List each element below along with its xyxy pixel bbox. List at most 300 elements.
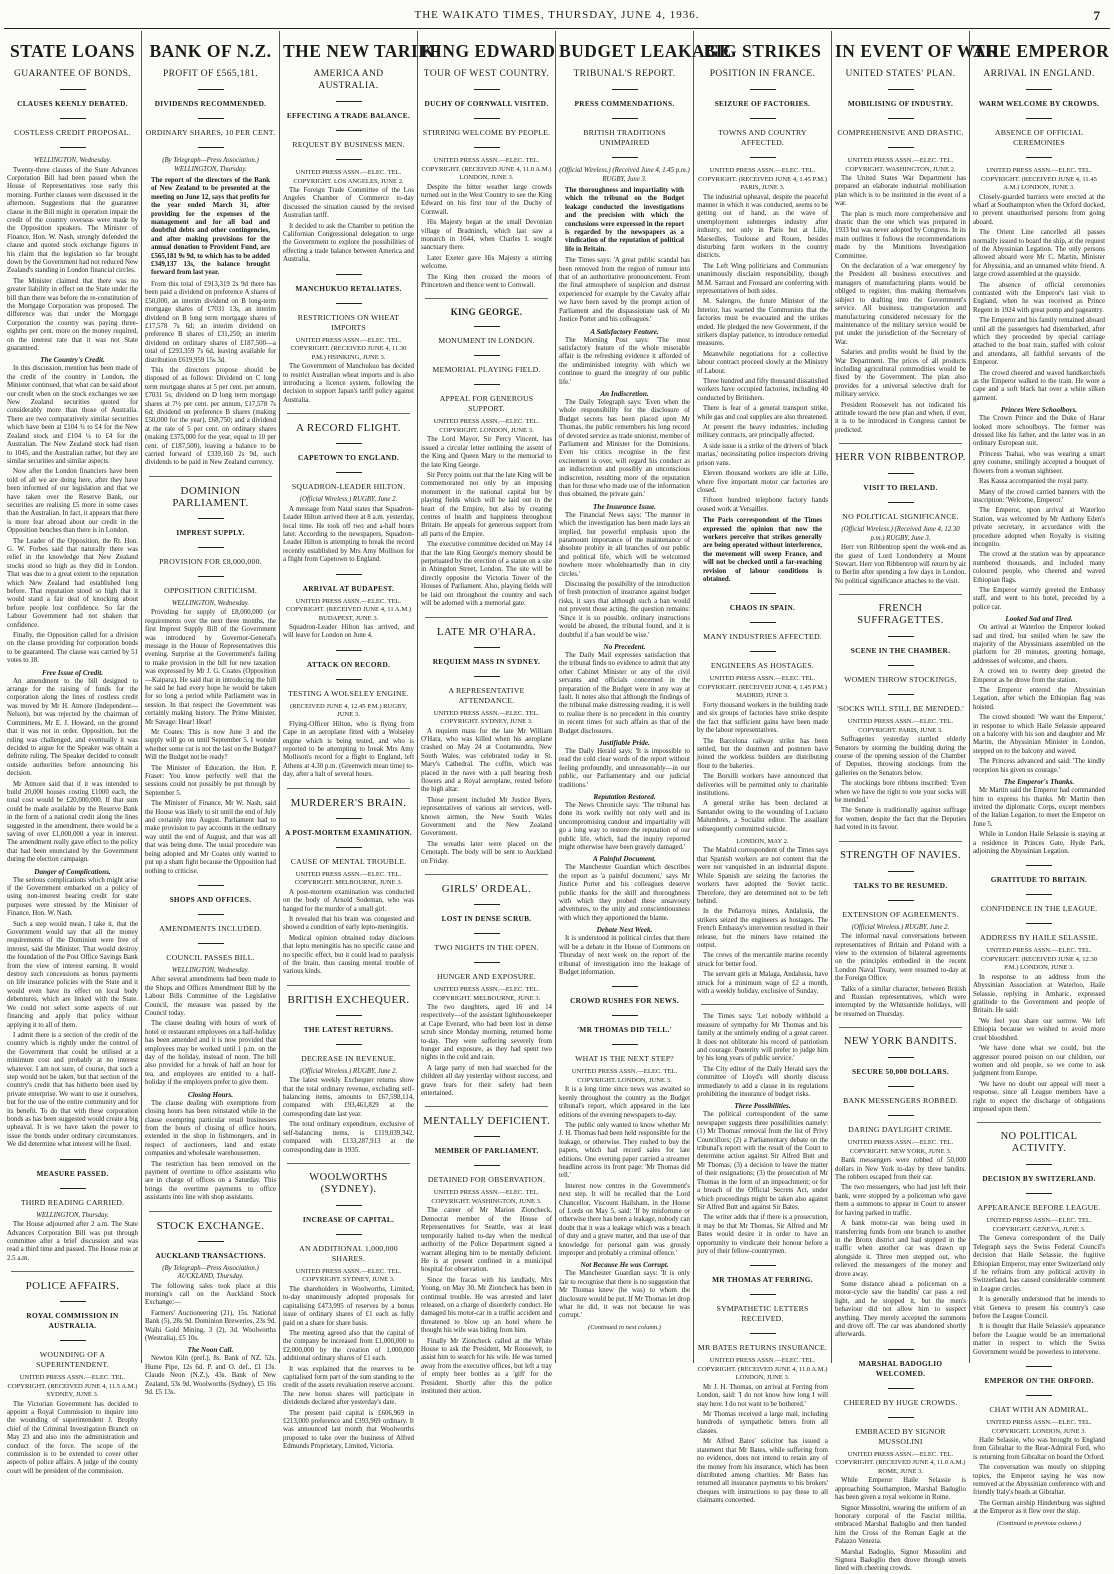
deck: TALKS TO BE RESUMED. bbox=[853, 880, 948, 890]
headline: POLICE AFFAIRS. bbox=[25, 1280, 120, 1293]
paragraph: The crowd cheered and waved handkerchiefs as the Emperor walked to the train. He wore a cape and a soft black hat over a white silken garment. bbox=[973, 369, 1105, 402]
paragraph: The Emperor and his family remained aboard until all the passengers had disembarked, after which they proceeded by special carriage attached to the boat train, staffed with colour and attendants, all faithful servants of the Emperor. bbox=[973, 317, 1105, 367]
paragraph: The Foreign Trade Committee of the Los Angeles Chamber of Commerce to-day discussed the situation caused by the revised Australian tariff. bbox=[283, 187, 414, 220]
paragraph: On the declaration of a 'war emergency' by the President all business executives and managers of manufacturing plants would be obliged to register, thus making themselves subject to drafting into the Government's service. All business, transportation and manufacturing considered necessary for the maintenance of the military service would be put under the jurisdiction of the Secretary of War. bbox=[835, 263, 966, 346]
column-big-strikes bbox=[694, 31, 832, 1505]
paragraph: Bank messengers were robbed of 50,000 dollars in New York to-day by three bandits. The robbers escaped from their car. bbox=[835, 1157, 966, 1182]
paragraph: Three hundred and fifty thousand dissatisfied workers have occupied factories, including 40 conducted by Britishers. bbox=[697, 378, 828, 402]
dateline: UNITED PRESS ASSN.—ELEC. TEL. COPYRIGHT. LOS ANGELES, JUNE 2. bbox=[293, 169, 404, 185]
masthead-rule bbox=[4, 28, 1110, 29]
headline: GIRLS' ORDEAL. bbox=[441, 883, 532, 895]
subheadline: POSITION IN FRANCE. bbox=[709, 69, 816, 79]
paragraph: The Crown Prince and the Duke of Harar looked more schoolboys. The former was dressed like his father, and the latter was in an ordinary European suit. bbox=[973, 415, 1105, 448]
dateline: UNITED PRESS ASSN.—ELEC. TEL. COPYRIGHT. (RECEIVED JUNE 4, 11.0 A.M.) ROME, JUNE 3. bbox=[835, 1450, 966, 1475]
dateline: (Official Wireless.) (Received June 4, 12.30 p.m.) RUGBY, June 3. bbox=[841, 526, 960, 542]
deck: MANY INDUSTRIES AFFECTED. bbox=[703, 632, 822, 642]
paragraph: The King then crossed the moors of Princetown and thence went to Cornwall. bbox=[421, 273, 552, 289]
paragraph: It was explained that the reserves to be capitalised form part of the sum standing to the credit of the assets revaluation reserve account. The new bonus shares will participate in dividends declared after yesterday's date. bbox=[283, 1365, 414, 1407]
deck: OPPOSITION CRITICISM. bbox=[163, 585, 257, 595]
paragraph: Mr J. H. Thomas, on arrival at Ferring from London, said: 'I do not know how long I will stay here. I do not want to be bothered.' bbox=[697, 1383, 828, 1408]
section-heading: The Emperor's Thanks. bbox=[1003, 778, 1075, 787]
subheadline: TOUR OF WEST COUNTRY. bbox=[423, 69, 550, 79]
headline: STOCK EXCHANGE. bbox=[156, 1219, 265, 1232]
deck: CONFIDENCE IN THE LEAGUE. bbox=[980, 904, 1098, 914]
deck: CAUSE OF MENTAL TROUBLE. bbox=[290, 856, 407, 866]
deck: MEMORIAL PLAYING FIELD. bbox=[432, 365, 541, 375]
sales-list: Farmers' Auctioneering (21), 15s. National Bank (5), 28s 9d. Dominion Breweries, 23s 9d. Waihi Gold Mining, 3 (2), 3d. Woolworths (Westralia), £5 10s. bbox=[145, 1309, 276, 1342]
headline: MENTALLY DEFICIENT. bbox=[422, 1115, 551, 1128]
deck: COMPREHENSIVE AND DRASTIC. bbox=[837, 128, 964, 137]
section-heading: Reputation Restored. bbox=[593, 793, 656, 801]
paragraph: Flying-Officer Hilton, who is flying from Cape in an aeroplane fitted with a Wolseley engine which is being tested, and who is reported to be attempting to break Mrs Amy Mollison's record for a flight to England, left Athens at 4.30 p.m. (Greenwich mean time) to-day, after a halt of several hours. bbox=[283, 720, 414, 779]
paragraph: Later Exeter gave His Majesty a stirring welcome. bbox=[421, 254, 552, 271]
headline: THE NEW TARIFF bbox=[283, 41, 441, 61]
paragraph: The crowd shouted: 'We want the Emperor,' in response to which Haile Selassie appeared on a balcony with his son and daughter and Mr Martin, the Abyssinian Minister in London, stepped on to the balcony and waved. bbox=[973, 714, 1105, 755]
dateline: UNITED PRESS ASSN.—ELEC. TEL. COPYRIGHT. LONDON, JUNE 3. bbox=[433, 418, 540, 434]
headline: BRITISH EXCHEQUER. bbox=[287, 993, 410, 1006]
deck: SECURE 50,000 DOLLARS. bbox=[851, 1067, 950, 1077]
paragraph: The Senate is traditionally against suffrage for women, despite the fact that the Deputies had voted in its favour. bbox=[835, 807, 966, 832]
paragraph: A side issue is a strike of the drivers of 'black marias,' necessitating police inspectors driving prison vans. bbox=[697, 442, 828, 467]
paragraph: The two daughters, aged 16 and 14 respectively—of the assistant lighthousekeeper at Cape Everard, who had been lost in dense scrub since Monday morning, returned home to-day. They were suffering severely from hunger and exposure, as they had spent two nights in the cold and rain. bbox=[421, 1004, 552, 1062]
deck: SQUADRON-LEADER HILTON. bbox=[291, 482, 406, 492]
deck: PROVISION FOR £8,000,000. bbox=[159, 556, 262, 566]
paragraph: While Emperor Haile Selassie is approaching Southampton, Marshal Badoglio has been given a royal welcome in Rome. bbox=[835, 1477, 966, 1502]
paragraph: After several amendments had been made to the Shops and Offices Amendment Bill by the Labour Bills Committee of the Legislative Council, the measure was passed by the Council today. bbox=[145, 976, 276, 1018]
headline: IN EVENT OF WAR bbox=[835, 41, 1000, 61]
headline: DOMINION PARLIAMENT. bbox=[172, 484, 249, 509]
paragraph: 'We feel you share our sorrow. We left Ethiopia because we wished to avoid more cruel bloodshed. bbox=[973, 1017, 1105, 1042]
paragraph: The shareholders in Woolworths, Limited, to-day unanimously adopted proposals for capitalising £473,995 of reserves by a bonus issue of ordinary shares of £1 each as fully paid on a share for share basis. bbox=[283, 1285, 414, 1327]
paragraph: A bank motor-car was being used in transferring funds from one branch to another in the Bronx district and had stopped in the traffic when another car was drawn up alongside it. Three men stepped out, who relieved the messengers of the money and drove away. bbox=[835, 1220, 966, 1278]
paragraph: An amendment to the bill designed to arrange for the raising of funds for the corporation along the lines of costless credit was moved by Mr H. Atmore (Independent—Nelson), but was rejected by the chairman of Committees, Mr E. J. Howard, on the ground that it was not in order. Opposition, but the ruling was challenged, and eventually it was decided to argue for the Speaker was obtain a definite ruling. The Speaker decided to consult outside authorities before announcing his decision. bbox=[7, 677, 138, 778]
paragraph: Since the fracas with his landlady, Mrs Young, on May 30, Mr Zioncheck has been in continual trouble. He was arrested and later released, on a charge of disorderly conduct. He damaged his motor-car in a traffic accident and threatened to blow up an hotel where he thought his wife was hiding from him. bbox=[421, 1276, 552, 1335]
paragraph: Meanwhile negotiations for a collective labour contract proceed slowly at the Ministry of Labour. bbox=[697, 350, 828, 375]
paragraph: A requiem mass for the late Mr William O'Hara, who was killed when his aeroplane crashed on May 24 at Cootamundra, New South Wales, was celebrated today in St. Mary's Cathedral. The coffin, which was placed in the nave with a pall bearing fresh flowers and a Royal aeroplane, rested before the high altar. bbox=[421, 727, 552, 794]
deck: CHAT WITH AN ADMIRAL. bbox=[989, 1405, 1089, 1415]
dateline: UNITED PRESS ASSN.—ELEC. TEL. COPYRIGHT. (RECEIVED JUNE 4, 11.0 A.M.) LONDON, JUNE 3. bbox=[421, 157, 552, 181]
section-heading: Three Possibilities. bbox=[734, 1102, 791, 1111]
paragraph: Twenty-three clauses of the State Advances Corporation Bill had been passed when the House of Representatives rose early this morning. Further clauses were discussed in the afternoon. Suggestions that the guarantee clause in the Bill might in operation impair the credit of the country overseas were made by the Opposition speakers. The Minister of Finance, Hon. W. Nash, strongly defended the clause and quoted stock exchange figures in his claim that the legislation so far brought down by the Government had not reduced New Zealand's standing in London financial circles. bbox=[7, 166, 138, 275]
paragraph: On arrival at Waterloo the Emperor looked sad and tired, but smiled when he saw the majority of the Abyssinians assembled on the platform for 20 minutes, greeting homage, addresses of welcome, and cheers. bbox=[973, 624, 1105, 665]
deck: MANCHUKUO RETALIATES. bbox=[295, 283, 402, 293]
deck: APPEARANCE BEFORE LEAGUE. bbox=[977, 1203, 1101, 1213]
paragraph: The Financial News says: 'The manner in which the investigation has been made lays an implied, but powerful emphasis upon the paramount importance of the maintenance of absolute probity in all branches of our public and political life, which will be welcomed nowhere more wholeheartedly than in city circles.' bbox=[559, 511, 690, 578]
section-heading: Free Issue of Credit. bbox=[41, 668, 104, 677]
paragraph: The crowd at the station was by appearance numbered thousands, and included many coloured people, who cheered and waved Ethiopian flags. bbox=[973, 551, 1105, 584]
paragraph: The Emperor warmly greeted the Embassy staff, and went to his hotel, preceded by a police car. bbox=[973, 586, 1105, 611]
paragraph: The United States War Department has prepared an elaborate industrial mobilisation plan which is to be instituted in the event of a war. bbox=[835, 175, 966, 208]
paragraph: The conversation was mostly on shipping topics, the Emperor saying he was now removed at the Abyssinian conference with and friendly Italy's heads at Gibraltar. bbox=[973, 1464, 1105, 1497]
section-heading: An Indiscretion. bbox=[600, 389, 649, 398]
paragraph: A large party of men had searched for the children all day yesterday without success, and grave fears for their safety had been entertained. bbox=[421, 1064, 552, 1098]
paragraph: The executive committee decided on May 14 that the late King George's memory should be perpetuated by the erection of a statue on a site in Abingdon Street, London. The site will be directly opposite the Victoria Tower of the Houses of Parliament. Also, playing fields will be laid out throughout the country and each will be adorned with a memorial gate. bbox=[421, 541, 552, 608]
deck: TOWNS AND COUNTRY AFFECTED. bbox=[718, 128, 807, 147]
paragraph: The Morning Post says: 'The most satisfactory feature of the whole miserable affair is the refreshing evidence it afforded of the undiminished integrity with which we continue to guard the integrity of our public life.' bbox=[559, 336, 690, 386]
dateline: WELLINGTON, Thursday. bbox=[36, 1211, 109, 1219]
paragraph: It is generally understood that he intends to visit Geneva to present his country's case before the League Council. bbox=[973, 1296, 1105, 1320]
deck: COSTLESS CREDIT PROPOSAL. bbox=[14, 128, 131, 137]
deck: SHOPS AND OFFICES. bbox=[169, 894, 252, 904]
deck: SEIZURE OF FACTORIES. bbox=[714, 99, 811, 108]
paragraph: The two messengers, who had just left their bank, were stopped by a policeman who gave them a summons to appear in Court to answer for having parked in traffic. bbox=[835, 1184, 966, 1217]
column-the-emperor bbox=[970, 31, 1110, 1527]
deck: INCREASE OF CAPITAL. bbox=[302, 1214, 395, 1224]
deck: GRATITUDE TO BRITAIN. bbox=[990, 875, 1088, 885]
paragraph: Salaries and profits would be fixed by the War Department. The prices of all products including agricultural commodities would be fixed by the Government. The plan also provides for a universal selective draft for military service. bbox=[835, 349, 966, 399]
deck: ABSENCE OF OFFICIAL CEREMONIES bbox=[994, 128, 1084, 147]
deck: EXTENSION OF AGREEMENTS. bbox=[842, 909, 959, 919]
paragraph: Squadron-Leader Hilton has arrived, and will leave for London on June 4. bbox=[283, 624, 414, 640]
deck: CHEERED BY HUGE CROWDS. bbox=[843, 1397, 958, 1407]
section-heading: A Painful Document. bbox=[593, 855, 656, 864]
paragraph: Providing for supply of £8,000,000 (or requirements over the next three months, the first Imprest Supply Bill of the Government was introduced by Governor-General's message in the House of Representatives this evening. Surprise at the Government's failing to make provision in the bill for new taxation was expressed by Mr J. G. Coates (Opposition—Kaipara). He said that in introducing the bill he said he had every hope he would be taken for so long a period while Parliament was in session. In that respect the Government was certainly making history. The Prime Minister, Mr Savage: Hear! Hear! bbox=[145, 609, 276, 726]
headline: NEW YORK BANDITS. bbox=[843, 1036, 958, 1048]
dateline: UNITED PRESS ASSN.—ELEC. TEL. COPYRIGHT. SYDNEY, JUNE 3. bbox=[295, 1267, 402, 1284]
dateline: UNITED PRESS ASSN.—ELEC. TEL. COPYRIGHT. LONDON, JUNE 3. bbox=[986, 1419, 1092, 1435]
deck: COUNCIL PASSES BILL. bbox=[166, 952, 255, 962]
paragraph: The crews of the mercantile marine recently struck for better food. bbox=[697, 952, 828, 968]
paragraph: It is a long time since news was awaited so keenly throughout the country as the Budget tribunal's report, which appeared in the late editions of the evening newspapers to-day. bbox=[559, 1086, 690, 1119]
paragraph: The informal naval conversations between representatives of Britain and Poland with a view to the extension of bilateral agreements on the principles embodied in the recent London Naval Treaty, were resumed to-day at the Foreign Office. bbox=[835, 933, 966, 983]
paragraph: The Emperor, upon arrival at Waterloo Station, was welcomed by Mr Anthony Eden's private secretary, in accordance with the procedure adopted when Royalty is visiting incognito. bbox=[973, 507, 1105, 548]
headline: KING EDWARD bbox=[421, 41, 556, 61]
paragraph: Despite the bitter weather large crowds turned out in the West Country to see the King Edward on his first tour of the Duchy of Cornwall. bbox=[421, 183, 552, 216]
subheadline: AMERICA AND AUSTRALIA. bbox=[313, 69, 384, 91]
dateline: UNITED PRESS ASSN.—ELEC. TEL. COPYRIGHT. (RECEIVED JUNE 4, 1.45 P.M.) PARIS, JUNE 3. bbox=[698, 167, 827, 191]
paragraph: The industrial upheaval, despite the peaceful manner in which it was conducted, seems to be getting out of hand, as the wave of unemployment submerges industry after industry, not only in Paris but at Lille, Marseilles, Toulouse and Rouen, besides disturbing farm workers in the country districts. bbox=[697, 193, 828, 260]
paragraph: It revealed that his brain was congested and showed a condition of early lepto-meningitis. bbox=[283, 915, 414, 932]
deck: ARRIVAL AT BUDAPEST. bbox=[302, 583, 395, 593]
paragraph: Those present included Mr Justice Byers, representatives of various air services, well-known airmen, the New South Wales Government and the New Zealand Government. bbox=[421, 796, 552, 838]
paragraph: Fifteen hundred telephone factory hands ceased work at Versailles. bbox=[697, 497, 828, 513]
section-heading: The Noon Call. bbox=[187, 1346, 234, 1355]
paragraph: The Times says: 'A great public scandal has been removed from the region of rumour into that of an authoritative pronouncement. From the final atmosphere of suspicion and distrust experienced for example by the Cavalry affair we have been saved by the prompt action of Parliament and the dispassionate task of Mr Justice Porter and his colleagues.' bbox=[559, 257, 690, 324]
headline: STATE LOANS bbox=[10, 41, 135, 61]
paragraph: The clause dealing with hours of work of hotel or restaurant employees on a half-holiday has been amended and it is now provided that employees may be worked until 1 p.m. on the day of the holiday, instead of noon. The bill also provided for a break of half an hour for tea, and employees are entitled to a half-holiday if the employers prefer to give them. bbox=[145, 1020, 276, 1087]
paragraph: The Minister of Finance, Mr W. Nash, said the House was likely to sit until the end of July and certainly into August. Parliament had to make provision to pay accounts in the ordinary way until the end of August, and that was all that was being done. The usual procedure was being adopted and Mr Coates only wanted to put up a sham fight because the Opposition had nothing to criticise. bbox=[145, 800, 276, 875]
deck: ROYAL COMMISSION IN AUSTRALIA. bbox=[26, 1311, 119, 1331]
paragraph: Some distance ahead a policeman on a motor-cycle saw the bandits' car pass a red light, and he stopped it, but the men's behaviour did not allow him to suspect anything. They merely accepted the summons and drove off. The car was abandoned shortly afterwards. bbox=[835, 1280, 966, 1339]
lead-paragraph: The thoroughness and impartiality with which the tribunal on the Budget leakage conducted the investigations and the precision with which the conclusions were expressed in the report is regarded by the newspapers as a vindication of the reputation of political life in Britain. bbox=[565, 187, 684, 253]
paragraph: Princess Tsahai, who was wearing a smart grey costume, smilingly accepted a bouquet of flowers from a woman sightseer. bbox=[973, 450, 1105, 475]
dateline: UNITED PRESS ASSN.—ELEC. TEL. COPYRIGHT. (RECEIVED JUNE 4, 11.0 A.M.) LONDON, JUNE 3. bbox=[697, 1357, 828, 1382]
deck: A REPRESENTATIVE ATTENDANCE. bbox=[448, 685, 525, 705]
paragraph: It is thought that Haile Selassie's appearance before the League would be an international matter in respect to which the Swiss Government would be powerless to intervene. bbox=[973, 1323, 1105, 1356]
paragraph: The House adjourned after 2 a.m. The State Advances Corporation Bill was put through committee after a brief discussion and was read a third time and passed. The House rose at 2.5 a.m. bbox=[7, 1221, 138, 1262]
paragraph: The Orient Line cancelled all passes normally issued to board the ship, at the request of the Abyssinian Legation. The only persons allowed aboard were Mr C. Martin, Minister for Abyssinia, and an unnamed white friend. A large crowd assembled at the quayside. bbox=[973, 229, 1105, 279]
deck: MEASURE PASSED. bbox=[36, 1168, 109, 1178]
paragraph: The Princess advanced and said: 'The kindly reception his given us courage.' bbox=[973, 758, 1105, 774]
deck: WOMEN THROW STOCKINGS. bbox=[844, 675, 957, 685]
dateline: (By Telegraph—Press Association.) WELLINGTON, Thursday. bbox=[162, 157, 259, 173]
paragraph: In this discussion, mention has been made of the credit of the country in London, the Minister continued, that what can be said about our credit when on the stock exchanges we see New Zealand securities quoted for considerably more than those of Australia. There are two comparatively similar securities which have been at £104 ¾ to £4 for the New Zealand stock and £104 ¼ to £4 for the Australian. The New Zealand stock had risen to 1045, and the Australian rather, but they are similar securities and similar aspects. bbox=[7, 365, 138, 465]
paragraph: Sir Percy points out that the late King will be commemorated not only by an imposing monument in the national capital but by playing fields which will be laid out in the heart of the Empire, but also by creating centres of health and happiness throughout Britain. He appeals for generous support from all parts of the Empire. bbox=[421, 472, 552, 538]
paragraph: From this total of £913,319 2s 9d there has been paid a dividend on preference A shares of £50,000, an interim dividend on B long-term mortgage shares of £7031 13s, an interim dividend on B long term mortgage shares of £17,578 7s 6d; an interim dividend on preference B shares of £31,250; an interim dividend on ordinary shares of £187,500—a total of £293,359 7s 6d, leaving available for distribution £619,959 15s 3d. bbox=[145, 280, 276, 364]
paragraph: The career of Mr Marion Zioncheck, Democrat member of the House of Representatives for Seattle, was at least temporarily halted to-day when the medical authority of the Police Department signed a warrant alleging him to be mentally deficient. He is at present confined in a municipal hospital for observation. bbox=[421, 1207, 552, 1274]
lead-paragraph: The Paris correspondent of the Times expressed the opinion that now the workers perceive that strikes generally are being operated without interference, the movement will sweep France, and will not be checked until a far-reaching revision of labour conditions is obtained. bbox=[703, 517, 822, 583]
subheadline: UNITED STATES' PLAN. bbox=[845, 69, 956, 79]
paragraph: The latest weekly Exchequer returns show that the total ordinary revenue, excluding self-balancing items, amounts to £67,598,114, compared with £93,461,829 at the corresponding date last year. bbox=[283, 1077, 414, 1118]
dateline: UNITED PRESS ASSN.—ELEC. TEL. COPYRIGHT. (RECEIVED JUNE 4, 12.30 P.M.) LONDON, JUNE 3. bbox=[980, 947, 1098, 972]
section-heading: Princes Were Schoolboys. bbox=[1000, 406, 1078, 415]
page-number: 7 bbox=[1093, 8, 1100, 23]
paragraph: The Minister of Education, the Hon. P. Fraser: You know perfectly well that the sessions could not possibly be put through by September 5. bbox=[145, 764, 276, 797]
deck: DIVIDENDS RECOMMENDED. bbox=[154, 99, 267, 108]
paragraph: While in London Haile Selassie is staying at a residence in Princes Gate, Hyde Park, adjoining the Abyssinian Legation. bbox=[973, 831, 1105, 855]
deck: HUNGER AND EXPOSURE. bbox=[436, 972, 537, 981]
paragraph: The Manchester Guardian says: 'It is only fair to recognise that there is no suggestion that Mr Thomas knew (he was) to whom the disclosure would be put. If Mr Thomas let drop what he did, it was not because he was corrupt.' bbox=[559, 1270, 690, 1320]
deck: APPEAL FOR GENEROUS SUPPORT. bbox=[439, 394, 534, 414]
paragraph: The Victorian Government has decided to appoint a Royal Commission to inquire into the wounding of superintendent J. Brophy chief of the Criminal Investigation Branch on May 23 and also into the administration and conduct of the force. The scope of the commission is to be extended to cover other aspects of police affairs. A judge of the county court will be president of the commission. bbox=[7, 1400, 138, 1475]
dateline: (By Telegraph—Press Association.) AUCKLAND, Thursday. bbox=[162, 1264, 259, 1281]
dateline: UNITED PRESS ASSN.—ELEC. TEL. COPYRIGHT. MELBOURNE, JUNE 3. bbox=[432, 986, 541, 1002]
headline: BIG STRIKES bbox=[703, 41, 822, 61]
paragraph: A crowd ten to twenty deep greeted the Emperor as he drove from the station. bbox=[973, 668, 1105, 684]
paragraph: Mr Martin said the Emperor had commanded him to express his thanks. Mr Martin then invited the diplomatic Corps, except members of the Italian Legation, to meet the Emperor on June 5. bbox=[973, 787, 1105, 828]
dateline: WELLINGTON, Wednesday. bbox=[171, 599, 250, 607]
lead-paragraph: The report of the directors of the Bank of New Zealand to be presented at the meeting on June 12, says that profits for the year ended March 31, after providing for the expenses of the management and for all bad and doubtful debts and other contingencies, and after making provisions for the annual donation to Provident Fund, are £565,181 9s 9d, to which has to be added £349,137 13s, the balance brought forward from last year. bbox=[151, 177, 270, 277]
paragraph: The Minister claimed that there was no greater liability in effect on the State under the bill than there was before the re-constitution of the Mortgage Corporation was proposed. The difference was that under the Mortgage Corporation the country was paying three-eighths per cent. more on the money required, on the interest rate that it was not State guaranteed. bbox=[7, 277, 138, 353]
paragraph: Herr von Ribbentrop spent the week-end as the guest of Lord Londonderry at Mount Stewart. Herr von Ribbentrop will return by air to Berlin after spending a few days in London. No political significance attaches to the visit. bbox=[835, 544, 966, 585]
paragraph: The Left Wing politicians and Communists unanimously disclaim responsibility, though M.M. Sarraut and Frossard are conferring with representatives of both sides. bbox=[697, 262, 828, 295]
paragraph: Such a step would mean, I take it, that the Government would say that all the money requirements of the Dominion were free of interest, said the Minister. That would destroy the foundation of the Post Office Savings Bank from the view of interest earning. It would destroy such concessions as bonus payments on life insurance policies with the State and it would even have its effect on local body debentures, which are linked with the State. We could not select some aspects of our financing and apply that policy without applying it to all of them. bbox=[7, 920, 138, 1029]
deck: EFFECTING A TRADE BALANCE. bbox=[286, 111, 411, 120]
paragraph: M. Salengro, the future Minister of the Interior, has warned the Communists that the factories must be evacuated and the strikes ended. He pledged the new Government, if the strikers display patience, to introduce remedial measures. bbox=[697, 298, 828, 348]
paragraph: Finally, the Opposition called for a division on the clause providing for corporation bonds to be guaranteed. The clause was carried by 51 votes to 18. bbox=[7, 632, 138, 665]
deck: MONUMENT IN LONDON. bbox=[438, 336, 535, 346]
paragraph: Medical opinion obtained today discloses that lepto meningitis has no specific cause and no specific effect, but it could lead to paralysis of the brain, thus causing mental trouble of various kinds. bbox=[283, 934, 414, 976]
masthead bbox=[0, 6, 1114, 26]
paragraph: Closely-guarded barriers were erected at the wharf at Southampton when the Orford docked, to prevent unauthorised persons from going aboard. bbox=[973, 193, 1105, 226]
continued-note: (Continued in previous column.) bbox=[996, 1519, 1082, 1527]
deck: AMENDMENTS INCLUDED. bbox=[159, 923, 262, 933]
headline: THE EMPEROR bbox=[973, 41, 1110, 61]
column-budget-leakage bbox=[556, 31, 732, 1363]
deck: ATTACK ON RECORD. bbox=[306, 659, 391, 669]
deck: STIRRING WELCOME BY PEOPLE. bbox=[422, 128, 551, 137]
deck: DARING DAYLIGHT CRIME. bbox=[848, 1125, 953, 1135]
paragraph: The clause dealing with exemptions from closing hours has been reinstated while in the clause exempting particular retail businesses from the hours of closing of office hours, extended in the shop in fishmongers, and in respect of auctioneers, land and estate companies and wholesale warehousemen. bbox=[145, 1099, 276, 1158]
dateline: UNITED PRESS ASSN.—ELEC. TEL. COPYRIGHT. GENEVA, JUNE 3. bbox=[986, 1217, 1092, 1233]
deck: MEMBER OF PARLIAMENT. bbox=[434, 1146, 539, 1156]
paragraph: Ras Kassa accompanied the royal party. bbox=[979, 478, 1089, 486]
dateline: (Official Wireless.) (Received June 4, 1.45 p.m.) RUGBY, June 3. bbox=[559, 167, 690, 183]
paragraph: The Geneva correspondent of the Daily Telegraph says the Swiss Federal Council's decision that Haile Selassie, the fugitive Ethiopian Emperor, may enter Switzerland only if he refrains from any political activity in Switzerland, has caused considerable comment in League circles. bbox=[973, 1235, 1105, 1293]
deck: THE LATEST RETURNS. bbox=[303, 1024, 394, 1034]
paragraph: The total ordinary expenditure, exclusive of self-balancing items, is £119,039,342, compared with £133,287,913 at the corresponding date in 1935. bbox=[283, 1121, 414, 1154]
section-heading: The Country's Credit. bbox=[40, 356, 105, 365]
dateline: UNITED PRESS ASSN.—ELEC. TEL. COPYRIGHT. NEW YORK, JUNE 3. bbox=[847, 1139, 954, 1155]
section-heading: Closing Hours. bbox=[187, 1090, 234, 1099]
deck: DECREASE IN REVENUE. bbox=[301, 1053, 396, 1063]
dateline: UNITED PRESS ASSN.—ELEC. TEL. COPYRIGHT. LONDON, JUNE 3. bbox=[571, 1068, 678, 1084]
paragraph: Mr Alfred Bates' solicitor has issued a statement that Mr Bates, while suffering from no evidence, does not intend to retain any of the money from his insurance, which has been distributed among charities. Mr Bates has returned all insurance payments to his brokers' cheques with instructions to pay these to all claimants concerned. bbox=[697, 1438, 828, 1505]
paragraph: Mr Atmore said that if it was intended to build 20,000 houses costing £1000 each, the total cost would be £20,000,000. If that sum could be made available by the Reserve Bank in the form of a national credit along the lines suggested in the amendment, there would be a saving of over £1,000,000 a year in interest. The amendment really gave effect to the policy that had been enunciated by the Government during the election campaign. bbox=[7, 780, 138, 864]
paragraph: His Majesty began at the small Devonian village of Bradninch, which last saw a monarch in 1644, when Charles I. sought sanctuary there. bbox=[421, 219, 552, 252]
headline: MURDERER'S BRAIN. bbox=[290, 796, 407, 809]
deck: MR THOMAS AT FERRING. bbox=[712, 1275, 813, 1285]
column-bank-of-nz bbox=[142, 31, 280, 1397]
paragraph: The plan is much more comprehensive and drastic than the one which was prepared in 1933 but was never adopted by Congress. In its main outlines it follows the recommendations made by the Munitions Investigation Committee. bbox=[835, 210, 966, 260]
deck: BANK MESSENGERS ROBBED. bbox=[843, 1096, 958, 1106]
paragraph: President Roosevelt has not indicated his attitude toward the new plan and when, if ever, it is to be introduced in Congress cannot be predicted. bbox=[835, 401, 966, 434]
paragraph: A post-mortem examination was conducted on the body of Arnold Sodeman, who was hanged for the murder of a small girl. bbox=[283, 888, 414, 913]
paragraph: Haile Selassie, who was brought to England from Gibraltar to the Rear-Admiral Ford, who is returning from Gibraltar on board the Orford. bbox=[973, 1437, 1105, 1461]
paragraph: Mr Thomas received a large mail, including hundreds of sympathetic letters from all classes. bbox=[697, 1411, 828, 1435]
paragraph: In response to an address from the Abyssinian Association at Waterloo, Haile Selassie, replying in Amharic, expressed gratitude to the Government and people of Britain. He said: bbox=[973, 973, 1105, 1015]
deck: SCENE IN THE CHAMBER. bbox=[850, 646, 951, 656]
paragraph: The Borsilli workers have announced that deliveries will be permitted only to charitable institutions. bbox=[697, 773, 828, 797]
sales-list: Newton Kiln (pref.), 8s. Bank of NZ. 52s. Hume Pipe, 12s 6d. P. and O. def., £1 13s. Claude Neon (N.Z.), 43s. Bank of New Zealand, 53s 9d. Woolworths (Sydney), £5 16s 9d. £5 13s. bbox=[145, 1355, 276, 1397]
paragraph: The meeting agreed also that the capital of the company be increased from £1,000,000 to £2,000,000 by the creation of 1,000,000 additional ordinary shares of £1 each. bbox=[283, 1329, 414, 1363]
paragraph: The wreaths later were placed on the Cenotaph. The body will be sent to Auckland on Friday. bbox=[421, 840, 552, 865]
paragraph: The Manchester Guardian which describes the report as 'a painful document,' says Mr Justice Porter and his colleagues deserve public thanks for the skill and thoroughness with which they probed these unsavoury adventures, to the unity and conscientiousness with which they apportioned the blame. bbox=[559, 864, 690, 922]
column-new-tariff bbox=[280, 31, 441, 1451]
headline: NO POLITICAL ACTIVITY. bbox=[1000, 1131, 1078, 1155]
paragraph: This the directors propose should be disposed of as follows: Dividend on C long term mortgage shares at 5 per cent. per annum, £7031 5s; dividend on D long term mortgage shares at 7½ per cent. per annum, £17,578 7s 6d; dividend on preference B shares (making £50,000 for the year), £68,750; and a dividend at the rate of 5 per cent. on ordinary shares (making £375,000 for the year, equal to 10 per cent. of £187,500), leaving a balance to be carried forward of £339,160 2s 9d, such dividends to be paid in New Zealand currency. bbox=[145, 366, 276, 467]
dateline: UNITED PRESS ASSN.—ELEC. TEL. COPYRIGHT. MELBOURNE, JUNE 3. bbox=[294, 870, 403, 887]
dateline: LONDON, MAY 2. bbox=[736, 837, 789, 845]
deck: SYMPATHETIC LETTERS RECEIVED. bbox=[716, 1304, 809, 1324]
paragraph: There is fear of a general transport strike, while gas and coal supplies are also threatened. bbox=[697, 405, 828, 421]
paragraph: The servant girls at Malaga, Andalusia, have struck for a minimum wage of £2 a month, with a weekly holiday, exclusive of Sunday. bbox=[697, 971, 828, 995]
subheadline: TRIBUNAL'S REPORT. bbox=[573, 69, 676, 79]
paragraph: Interest now centres in the Government's next step. It will be recalled that the Lord Chancellor, Viscount Hailsham, in the House of Lords on May 5, said: 'If by misfortune or otherwise there has been a leakage, nobody can doubt that it was a leakage which was a breach of duty and a grave matter, and that use of that knowledge for personal gain was grossly improper and probably a criminal offence.' bbox=[559, 1182, 690, 1258]
continued-note: (Continued in next column.) bbox=[588, 1323, 661, 1331]
paragraph: Suffragettes yesterday startled elderly Senators by storming the building during the course of the opening session of the Chamber of Deputies, throwing stockings from the galleries on the Senators below. bbox=[835, 736, 966, 777]
paragraph: Eleven thousand workers are idle at Lille, where five important motor car factories are closed. bbox=[697, 470, 828, 494]
section-heading: Danger of Complications. bbox=[34, 867, 111, 876]
section-heading: Not Because He was Corrupt. bbox=[580, 1261, 669, 1270]
paragraph: The German airship Hindenburg was sighted at the Emperor as it flew over the ship. bbox=[973, 1499, 1105, 1516]
dateline: UNITED PRESS ASSN.—ELEC. TEL. COPYRIGHT. WASHINGTON, JUNE 3. bbox=[431, 1189, 542, 1205]
paragraph: Finally Mr Zioncheck called at the White House to ask the President, Mr Roosevelt, to assist him to search for his wife. He was turned away from the executive offices, but left a tray of empty beer bottles as a 'gift' for the President. Shortly after this the police instituted their action. bbox=[421, 1337, 552, 1395]
headline: FRENCH SUFFRAGETTES. bbox=[857, 603, 944, 627]
paragraph: Marshal Badoglio, Signor Mussolini and Signora Badoglio then drove through streets lined with cheering crowds. bbox=[835, 1548, 966, 1573]
deck: ORDINARY SHARES, 10 PER CENT. bbox=[145, 128, 276, 137]
paragraph: The Leader of the Opposition, the Rt. Hon. G. W. Forbes said that naturally there was relief in the knowledge that New Zealand stocks stood so high as they did in London. That was due to a great extent to the reputation which New Zealand had established long before. That reputation stood so high that it would stand a fair deal of knocking about before people lost confidence. So far the Labour Government had not shaken that confidence. bbox=[7, 537, 138, 629]
paragraph: Discussing the possibility of the introduction of fresh protection of insurance against budget risks, it says that although such a ban would not prevent those acting, the question remains: 'Since it is so possible, ordinary instructions would be abused, the tribunal found, and it is doubtful if a ban would be wise.' bbox=[559, 581, 690, 639]
headline: KING GEORGE. bbox=[450, 307, 523, 318]
dateline: (Official Wireless.) RUGBY, June 2. bbox=[299, 496, 398, 504]
headline: MARSHAL BADOGLIO WELCOMED. bbox=[858, 1358, 943, 1378]
masthead-title: THE WAIKATO TIMES, THURSDAY, JUNE 4, 1936. bbox=[414, 9, 700, 21]
paragraph: Talks of a similar character, between British and Russian representatives, which were interrupted by the Whitsuntide holidays, will be resumed on Thursday. bbox=[835, 985, 966, 1018]
deck: EMBRACED BY SIGNOR MUSSOLINI bbox=[855, 1426, 946, 1446]
headline: BANK OF N.Z. bbox=[149, 41, 272, 61]
dateline: (Official Wireless.) RUGBY, June 2. bbox=[851, 923, 950, 931]
section-heading: Justifiable Pride. bbox=[599, 738, 650, 747]
deck: EMPEROR ON THE ORFORD. bbox=[984, 1376, 1094, 1386]
deck: TWO NIGHTS IN THE OPEN. bbox=[434, 943, 539, 952]
column-king-edward bbox=[418, 31, 556, 1395]
paragraph: It decided to ask the Chamber to petition the Californian Congressional delegation to urge the Government to explore the possibilities of effecting a trade balance between America and Australia. bbox=[283, 222, 414, 264]
columns bbox=[4, 31, 1110, 1573]
paragraph: 'We have no doubt our appeal will meet a response, since all League members have a right to expect the discharge of obligations imposed upon them.' bbox=[973, 1080, 1105, 1113]
section-heading: A Satisfactory Feature. bbox=[590, 327, 659, 336]
deck: CROWD RUSHES FOR NEWS. bbox=[570, 996, 679, 1006]
section-heading: The Insurance Issue. bbox=[593, 502, 656, 511]
paragraph: The political correspondent of the same newspaper suggests three possibilities namely: (1) Mr Thomas' removal from the list of Privy Councillors; (2) a Parliamentary debate on the tribunal's report with the result of the Court to determine action against Sir Alfred Butt and Mr Thomas; (3) a decision to leave the matter of their resignations; (3) the prosecution of Mr Thomas in the form of an impeachment; or for a breach of the Official Secrets Act, under which proceedings might be taken also against Sir Alfred Butt and against Sir Bates. bbox=[697, 1111, 828, 1211]
deck: WOUNDING OF A SUPERINTENDENT. bbox=[36, 1350, 109, 1370]
paragraph: Forty thousand workers in the building trade and six groups of factories have strike despite the fact that sufficient gains have been made by the labour representatives. bbox=[697, 701, 828, 735]
dateline: UNITED PRESS ASSN.—ELEC. TEL. COPYRIGHT. SYDNEY, JUNE 3. bbox=[433, 709, 540, 725]
dateline: WELLINGTON, Wednesday. bbox=[33, 157, 112, 164]
deck: WARM WELCOME BY CROWDS. bbox=[978, 99, 1100, 108]
paragraph: The News Chronicle says: 'The tribunal has done its work swiftly not only well and its uncompromising candour and impartiality will go a long way to restore the reputation of our public life, which, had the inquiry reported might otherwise have been gravely damaged.' bbox=[559, 802, 690, 852]
deck: REQUIEM MASS IN SYDNEY. bbox=[432, 656, 541, 666]
column-state-loans bbox=[4, 31, 142, 1475]
deck: WHAT IS THE NEXT STEP? bbox=[575, 1054, 674, 1064]
column-in-event-of-war bbox=[832, 31, 1000, 1573]
subheadline: GUARANTEE OF BONDS. bbox=[13, 69, 132, 79]
deck: THIRD READING CARRIED. bbox=[20, 1197, 125, 1207]
paragraph: It is understood in political circles that there will be a debate in the House of Commons on Thursday of next week on the report of the tribunal of investigation into the leakage of Budget information. bbox=[559, 935, 690, 976]
deck: LOST IN DENSE SCRUB. bbox=[441, 914, 532, 923]
headline: STRENGTH OF NAVIES. bbox=[840, 849, 961, 861]
paragraph: The public only wanted to know whether Mr J. H. Thomas had been held responsible for the leakage, or otherwise. They rushed to buy the papers, which had record sales for late editions. One evening paper carried a streamer headline across its front page: 'Mr Thomas did tell.' bbox=[559, 1121, 690, 1180]
headline: BUDGET LEAKAGE bbox=[559, 41, 732, 61]
paragraph: The Emperor entered the Abyssinian Legation, after which the Ethiopian flag was hoisted. bbox=[973, 687, 1105, 711]
dateline: UNITED PRESS ASSN.—ELEC. TEL. COPYRIGHT. (RECEIVED JUNE 4, 11 A.M.) BUDAPEST, JUNE 3. bbox=[285, 597, 412, 622]
deck: VISIT TO IRELAND. bbox=[863, 483, 938, 493]
dateline: WELLINGTON, Wednesday. bbox=[171, 966, 250, 974]
dateline: UNITED PRESS ASSN.—ELEC. TEL. COPYRIGHT. WASHINGTON, JUNE 2. bbox=[845, 157, 956, 173]
section-heading: Looked Sad and Tired. bbox=[1005, 615, 1073, 624]
subheadline: PROFIT OF £565,181. bbox=[162, 69, 259, 79]
dateline: UNITED PRESS ASSN.—ELEC. TEL. COPYRIGHT. (RECEIVED JUNE 4, 1.45 P.M.) MADRID, JUNE 3. bbox=[698, 675, 827, 700]
deck: MOBILISING OF INDUSTRY. bbox=[847, 99, 954, 108]
deck: CHAOS IN SPAIN. bbox=[729, 603, 796, 613]
paragraph: The Government of Manchukuo has decided to restrict Australian wheat imports and is also introducing a licence system, following the decision to support Japan's tariff policy against Australia. bbox=[283, 363, 414, 404]
headline: HERR VON RIBBENTROP. bbox=[835, 452, 966, 464]
paragraph: The Lord Mayor, Sir Percy Vincent, has issued a circular letter outlining the assent of the King and Queen Mary to the memorial to the late King George. bbox=[421, 436, 552, 469]
dateline: UNITED PRESS ASSN.—ELEC. TEL. COPYRIGHT. PARIS, JUNE 3. bbox=[847, 718, 954, 734]
paragraph: A message from Natal states that Squadron-Leader Hilton arrived there at 8 a.m. yesterday, local time. He took off two and a-half hours later. According to the newspapers, Squadron-Leader Hilton is attempting to break the record recently established by Mrs Amy Mollison for a flight from Capetown to England. bbox=[283, 505, 414, 564]
paragraph: The City editor of the Daily Herald says the committee of Lloyd's will shortly discuss immediately to add a clause in its regulations prohibiting the insurance of budget risks. bbox=[697, 1065, 828, 1099]
deck: CAPETOWN TO ENGLAND. bbox=[297, 453, 400, 463]
paragraph: The writer adds that if there is a prosecution, it may be that Mr Thomas, Sir Alfred and Mr Bates would desire it in order to have an opportunity to vindicate their honour before a jury of their fellow-countrymen. bbox=[697, 1214, 828, 1255]
deck: CLAUSES KEENLY DEBATED. bbox=[17, 99, 128, 108]
paragraph: Many of the crowd carried banners with the inscription: 'Welcome, Emperor.' bbox=[973, 488, 1105, 504]
deck: REQUEST BY BUSINESS MEN. bbox=[292, 140, 405, 149]
paragraph: The Daily Herald says: 'It is impossible to read the cold clear words of the report without feeling profoundly, and unreasonably—in our public, our Parliamentary and our judicial traditions.' bbox=[559, 747, 690, 789]
paragraph: The stockings bore ribbons inscribed: 'Even when we have the right to vote your socks will be mended.' bbox=[835, 780, 966, 805]
dateline: UNITED PRESS ASSN.—ELEC. TEL. COPYRIGHT. (RECEIVED JUNE 4, 11.45 A.M.) LONDON, JUNE 3. bbox=[981, 167, 1097, 191]
paragraph: At present the heavy industries, including military contracts, are principally affected. bbox=[697, 424, 828, 440]
section-heading: No Precedent. bbox=[603, 642, 646, 651]
paragraph: The serious complications which might arise if the Government embarked on a policy of using non-interest bearing credit for state purposes were stressed by the Minister of Finance, Hon. W. Nash. bbox=[7, 876, 138, 918]
paragraph: A general strike has been declared at Santander owing to the wounding of Luciano Malumbres, a Socialist editor. The assailant subsequently committed suicide. bbox=[697, 800, 828, 833]
deck: 'MR THOMAS DID TELL.' bbox=[577, 1025, 672, 1035]
paragraph: I admit there is a section of the credit of the country which is rightly under the control of the Government that could be utilised at a minimum cost and probably at no interest whatever. I am not sure, of course, that such a step would not be taken, but that section of the country's credit that has hitherto been used by private enterprise. We want to use it ourselves, but for the use of the entire community and for its benefit. To do that with these corporation bonds as has been suggested would create a big upheaval. It is we have taken the power to issue the bonds under ordinary circumstances. We did determine what interest will be fixed. bbox=[7, 1031, 138, 1149]
deck: DETAINED FOR OBSERVATION. bbox=[427, 1175, 546, 1185]
deck: 'SOCKS WILL STILL BE MENDED.' bbox=[837, 704, 964, 714]
paragraph: The absence of official ceremonies contrasted with the Emperor's last visit to England, when he was received as Prince Regent in 1924 with great pomp and pageantry. bbox=[973, 281, 1105, 314]
deck: A POST-MORTEM EXAMINATION. bbox=[285, 827, 412, 837]
paragraph: Now after the London financiers have been told of all we are doing here, after they have been informed of our legislation and that we have taken over the Reserve Bank, our securities are realising £5 more in some cases than the Australian. In fact, it appears that there is more fear abroad about our credit in the Opposition benches than there is in London. bbox=[7, 468, 138, 535]
paragraph: The Daily Mail expresses satisfaction that the tribunal finds no evidence to admit that any other Cabinet Minister or any of the civil servants and officials concerned in the preparation of the Budget were in any way at fault. It notes also that although the findings of the tribunal make distressing reading, it is well to realise there is no precedent in this country in recent times for such affairs as that of the Budget disclosures. bbox=[559, 651, 690, 735]
section-heading: Debate Next Week. bbox=[596, 926, 653, 935]
subheadline: ARRIVAL IN ENGLAND. bbox=[983, 69, 1095, 79]
paragraph: The following sales took place at this morning's call on the Auckland Stock Exchange:— bbox=[145, 1282, 276, 1307]
paragraph: The restriction has been removed on the payment of overtime to office assistants who are in charge of offices on a Saturday. This brings the overtime payments to office assistants into line with shop assistants. bbox=[145, 1160, 276, 1202]
deck: IMPREST SUPPLY. bbox=[176, 527, 245, 537]
paragraph: The Daily Telegraph says: 'Even when the whole responsibility for the disclosure of Budget secrets has been placed upon Mr Thomas, the public remembers his long record of devoted service as trade unionist, member of Parliament and Minister for the Dominions. Even his critics recognise in the first excitement is over, will regard his conduct as an indiscretion and possibly an unconscious indiscretion, resulting more of the reputation than for those who made use of the information thus obtained, the private gain.' bbox=[559, 398, 690, 499]
dateline: (RECEIVED JUNE 4, 12.45 P.M.) RUGBY, JUNE 3. bbox=[289, 702, 408, 719]
paragraph: Signor Mussolini, wearing the uniform of an honorary corporal of the Fascist militia, embraced Marshal Badoglio and then handed him the Cross of the Roman Eagle at the Palazzo Venezia. bbox=[835, 1504, 966, 1546]
